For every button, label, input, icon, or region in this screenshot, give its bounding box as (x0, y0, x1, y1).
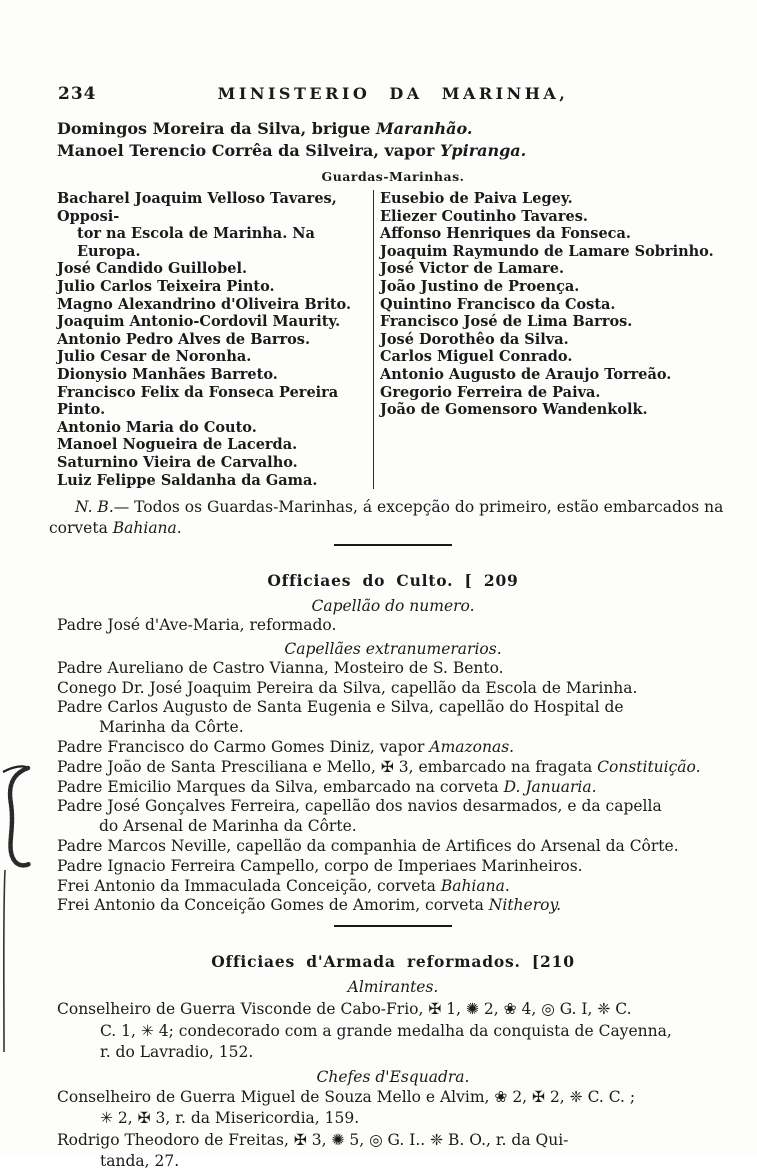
list-entry (380, 384, 729, 402)
list-entry (57, 837, 729, 857)
entry-line: Padre Ignacio Ferreira Campello, corpo de Imperiaes Marinheiros. (57, 856, 583, 875)
list-entry (57, 118, 729, 140)
entry-line: Padre João de Santa Presciliana e Mello, ✠ 3, embarcado na fragata Constituição. (57, 757, 701, 776)
entry-line: Joaquim Antonio-Cordovil Maurity. (57, 313, 341, 331)
list-entry (57, 419, 373, 437)
entry-line: do Arsenal de Marinha da Côrte. (99, 817, 357, 836)
list-entry (57, 778, 729, 798)
entry-line: Conselheiro de Guerra Miguel de Souza Mello e Alvim, ❀ 2, ✠ 2, ❈ C. C. ; (57, 1087, 636, 1106)
culto-subheading-extranumerarios: Capellães extranumerarios. (284, 639, 502, 658)
entry-line: Quintino Francisco da Costa. (380, 295, 616, 313)
guardas-left-column (57, 190, 373, 489)
list-entry (57, 896, 729, 916)
list-entry (57, 296, 373, 314)
list-entry (57, 758, 729, 778)
list-entry (57, 454, 373, 472)
list-entry (380, 296, 729, 314)
list-entry (380, 366, 729, 384)
entry-line: Frei Antonio da Immaculada Conceição, corveta Bahiana. (57, 876, 510, 895)
list-entry (57, 679, 729, 699)
entry-line: Antonio Maria do Couto. (57, 418, 257, 436)
entry-line: N. B.— Todos os Guardas-Marinhas, á excepção do primeiro, estão embarcados na corveta Bahiana. (49, 498, 724, 538)
entry-line: Eliezer Coutinho Tavares. (380, 207, 588, 225)
entry-line: Padre José d'Ave-Maria, reformado. (57, 616, 337, 635)
entry-line: Padre Emicilio Marques da Silva, embarcado na corveta D. Januaria. (57, 777, 597, 796)
entry-line: Julio Carlos Teixeira Pinto. (57, 277, 275, 295)
list-entry (380, 278, 729, 296)
list-entry (380, 348, 729, 366)
culto-subheading-numero: Capellão do numero. (311, 597, 475, 616)
list-entry (380, 243, 729, 261)
entry-line: Marinha da Côrte. (99, 718, 244, 737)
entry-line: Padre José Gonçalves Ferreira, capellão dos navios desarmados, e da capella (57, 797, 662, 816)
list-entry (57, 260, 373, 278)
list-entry (57, 313, 373, 331)
entry-line: Magno Alexandrino d'Oliveira Brito. (57, 295, 351, 313)
entry-line: tor na Escola de Marinha. Na Europa. (77, 225, 315, 260)
list-entry (57, 797, 729, 837)
list-entry (57, 278, 373, 296)
culto-heading: Officiaes do Culto. [ 209 (267, 571, 519, 591)
entry-line: Padre Aureliano de Castro Vianna, Mosteiro de S. Bento. (57, 658, 504, 677)
entry-line: Carlos Miguel Conrado. (380, 348, 573, 366)
entry-line: Francisco Felix da Fonseca Pereira Pinto. (57, 383, 339, 419)
guardas-right-column (373, 190, 729, 489)
nota-bene (49, 497, 729, 539)
entry-line: Frei Antonio da Conceição Gomes de Amorim, corveta Nitheroy. (57, 896, 562, 915)
entry-line: r. do Lavradio, 152. (100, 1043, 254, 1062)
list-entry (380, 190, 729, 208)
entry-line: João de Gomensoro Wandenkolk. (380, 401, 648, 419)
culto-extranumerarios-entries (57, 659, 729, 916)
entry-line: Joaquim Raymundo de Lamare Sobrinho. (380, 242, 714, 260)
entry-line: tanda, 27. (100, 1152, 180, 1171)
guardas-marinhas-columns (57, 190, 729, 489)
almirantes-entries (57, 999, 729, 1064)
entry-line: Conego Dr. José Joaquim Pereira da Silva, capellão da Escola de Marinha. (57, 678, 638, 697)
list-entry (380, 260, 729, 278)
entry-line: Francisco José de Lima Barros. (380, 313, 633, 331)
entry-line: Manoel Terencio Corrêa da Silveira, vapor Ypiranga. (57, 141, 527, 160)
entry-line: Antonio Augusto de Araujo Torreão. (380, 365, 672, 383)
entry-line: José Victor de Lamare. (380, 260, 565, 278)
page-number: 234 (58, 84, 97, 104)
page-header (57, 0, 729, 106)
list-entry (57, 659, 729, 679)
list-entry (380, 401, 729, 419)
entry-line: Dionysio Manhães Barreto. (57, 365, 278, 383)
list-entry (49, 497, 729, 539)
list-entry (380, 331, 729, 349)
section-divider (334, 544, 452, 546)
list-entry (57, 331, 373, 349)
entry-line: Gregorio Ferreira de Paiva. (380, 383, 601, 401)
list-entry (380, 225, 729, 243)
section-divider (334, 925, 452, 927)
armada-heading: Officiaes d'Armada reformados. [210 (211, 952, 575, 972)
list-entry (57, 348, 373, 366)
list-entry (57, 1130, 729, 1173)
entry-line: ✳ 2, ✠ 3, r. da Misericordia, 159. (100, 1109, 360, 1128)
list-entry (57, 738, 729, 758)
list-entry (380, 313, 729, 331)
list-entry (57, 698, 729, 738)
entry-line: Luiz Felippe Saldanha da Gama. (57, 471, 318, 489)
page-title: MINISTERIO DA MARINHA, (217, 84, 569, 103)
margin-ink-mark (0, 752, 34, 1082)
list-entry (57, 384, 373, 419)
entry-line: C. 1, ✳ 4; condecorado com a grande medalha da conquista de Cayenna, (100, 1021, 672, 1040)
entry-line: Julio Cesar de Noronha. (57, 348, 252, 366)
entry-line: João Justino de Proença. (380, 277, 580, 295)
entry-line: Padre Francisco do Carmo Gomes Diniz, vapor Amazonas. (57, 738, 515, 757)
list-entry (57, 140, 729, 162)
list-entry (57, 1087, 729, 1130)
list-entry (57, 877, 729, 897)
intro-entries (57, 118, 729, 162)
list-entry (57, 616, 729, 636)
chefes-esquadra-entries (57, 1087, 729, 1173)
list-entry (57, 999, 729, 1064)
list-entry (380, 208, 729, 226)
entry-line: Saturnino Vieira de Carvalho. (57, 453, 298, 471)
entry-line: José Candido Guillobel. (57, 260, 247, 278)
entry-line: Conselheiro de Guerra Visconde de Cabo-Frio, ✠ 1, ✺ 2, ❀ 4, ◎ G. I, ❈ C. (57, 1000, 632, 1019)
armada-subheading-almirantes: Almirantes. (347, 978, 439, 997)
list-entry (57, 436, 373, 454)
list-entry (57, 472, 373, 490)
entry-line: Eusebio de Paiva Legey. (380, 190, 573, 207)
entry-line: José Dorothêo da Silva. (380, 330, 569, 348)
entry-line: Padre Marcos Neville, capellão da companhia de Artifices do Arsenal da Côrte. (57, 837, 679, 856)
entry-line: Antonio Pedro Alves de Barros. (57, 330, 311, 348)
culto-numero-entries (57, 616, 729, 636)
armada-subheading-chefes: Chefes d'Esquadra. (316, 1067, 470, 1086)
entry-line: Affonso Henriques da Fonseca. (380, 225, 631, 243)
list-entry (57, 366, 373, 384)
entry-line: Bacharel Joaquim Velloso Tavares, Opposi- (57, 190, 337, 225)
guardas-marinhas-heading: Guardas-Marinhas. (321, 169, 465, 184)
entry-line: Padre Carlos Augusto de Santa Eugenia e Silva, capellão do Hospital de (57, 698, 624, 717)
list-entry (57, 857, 729, 877)
entry-line: Domingos Moreira da Silva, brigue Maranhão. (57, 119, 473, 138)
entry-line: Rodrigo Theodoro de Freitas, ✠ 3, ✺ 5, ◎ G. I.. ❈ B. O., r. da Qui- (57, 1130, 569, 1149)
list-entry (57, 190, 373, 260)
entry-line: Manoel Nogueira de Lacerda. (57, 436, 298, 454)
